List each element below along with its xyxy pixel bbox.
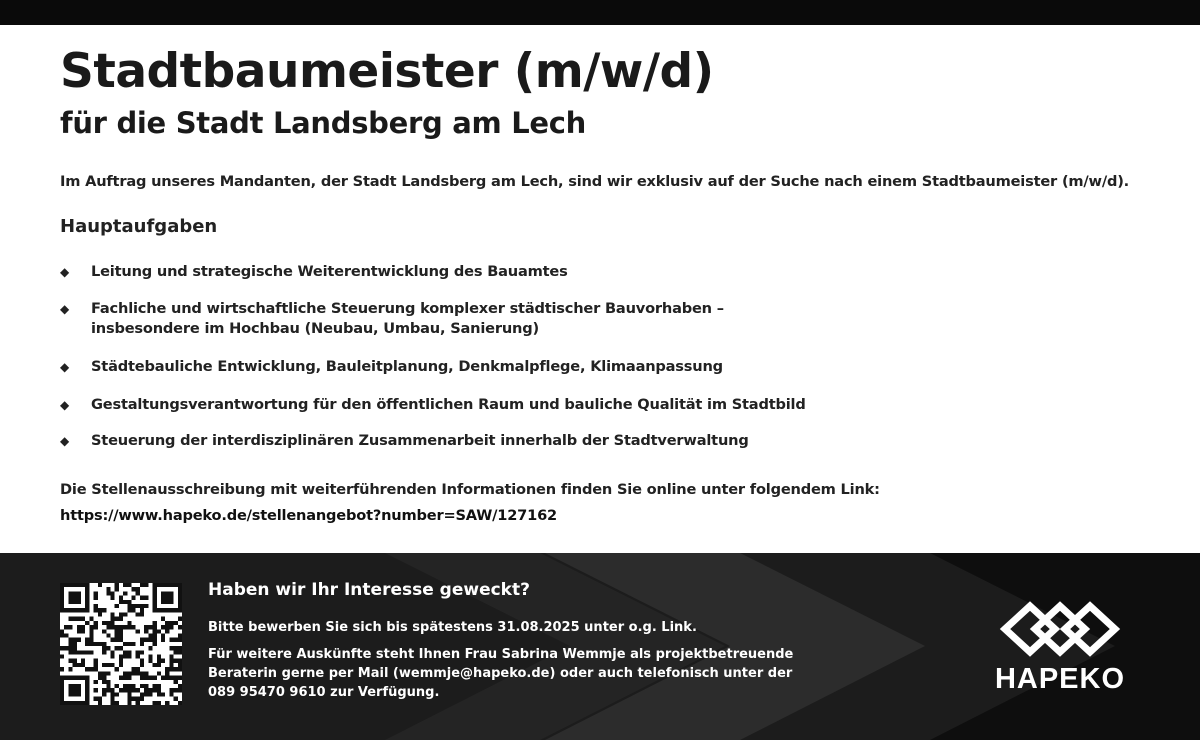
qr-code[interactable]: [60, 583, 182, 705]
apply-deadline: bis spätestens 31.08.2025: [386, 620, 580, 635]
top-bar: [0, 0, 1200, 25]
task-text: Städtebauliche Entwicklung, Bauleitplanung, Denkmalpflege, Klimaanpassung: [91, 358, 723, 375]
hapeko-logo: [975, 601, 1145, 696]
diamond-bullet-icon: ◆: [60, 434, 70, 448]
job-title: Stadtbaumeister (m/w/d): [60, 44, 714, 99]
job-posting-link[interactable]: https://www.hapeko.de/stellenangebot?number=SAW/127162: [60, 507, 557, 524]
task-text: Leitung und strategische Weiterentwicklung des Bauamtes: [91, 263, 568, 280]
footer-panel: [0, 553, 1200, 740]
diamond-bullet-icon: ◆: [60, 302, 70, 316]
hapeko-wordmark: HAPEKO: [994, 663, 1126, 695]
diamond-bullet-icon: ◆: [60, 265, 70, 279]
job-subtitle: für die Stadt Landsberg am Lech: [60, 106, 587, 140]
task-text: Steuerung der interdisziplinären Zusammenarbeit innerhalb der Stadtverwaltung: [91, 432, 749, 449]
task-text: Gestaltungsverantwortung für den öffentlichen Raum und bauliche Qualität im Stadtbild: [91, 396, 806, 413]
hapeko-diamonds-icon: [975, 601, 1145, 663]
diamond-bullet-icon: ◆: [60, 398, 70, 412]
section-heading-main-tasks: Hauptaufgaben: [60, 216, 218, 237]
task-text: Fachliche und wirtschaftliche Steuerung komplexer städtischer Bauvorhaben – insbesondere im Hochbau (Neubau, Umbau, Sanierung): [91, 300, 724, 337]
footer-heading: Haben wir Ihr Interesse geweckt?: [208, 580, 530, 600]
apply-prefix: Bitte bewerben Sie sich: [208, 620, 387, 635]
apply-suffix: unter o.g. Link.: [579, 620, 697, 635]
link-intro-text: Die Stellenausschreibung mit weiterführenden Informationen finden Sie online unter folgendem Link:: [60, 481, 880, 498]
contact-text: Für weitere Auskünfte steht Ihnen Frau Sabrina Wemmje als projektbetreuende Beraterin gerne per Mail (wemmje@hapeko.de) oder auch telefonisch unter der 089 95470 9610 zur Verfügung.: [208, 647, 794, 700]
apply-instruction: [208, 620, 697, 635]
diamond-bullet-icon: ◆: [60, 360, 70, 374]
intro-text: Im Auftrag unseres Mandanten, der Stadt Landsberg am Lech, sind wir exklusiv auf der Suche nach einem Stadtbaumeister (m/w/d).: [60, 173, 1130, 190]
